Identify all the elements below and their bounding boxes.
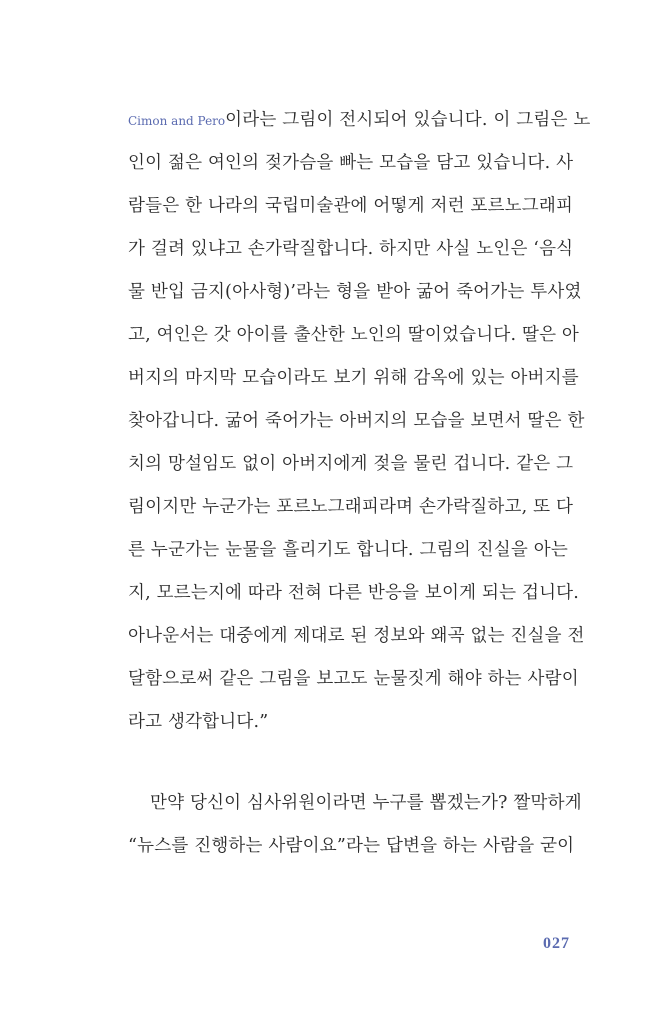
- text-line: 인이 젊은 여인의 젖가슴을 빠는 모습을 담고 있습니다. 사: [128, 153, 574, 173]
- text-line: 아나운서는 대중에게 제대로 된 정보와 왜곡 없는 진실을 전: [128, 626, 585, 646]
- text-line: 가 걸려 있냐고 손가락질합니다. 하지만 사실 노인은 ‘음식: [128, 239, 574, 259]
- text-line: 물 반입 금지(아사형)’라는 형을 받아 굶어 죽어가는 투사였: [128, 282, 582, 302]
- text-line: “뉴스를 진행하는 사람이요”라는 답변을 하는 사람을 굳이: [128, 836, 575, 856]
- text-line: Cimon and Pero이라는 그림이 전시되어 있습니다. 이 그림은 노: [128, 110, 591, 130]
- painting-title: Cimon and Pero: [128, 114, 226, 128]
- text-line: 고, 여인은 갓 아이를 출산한 노인의 딸이었습니다. 딸은 아: [128, 325, 580, 345]
- text-line: 람들은 한 나라의 국립미술관에 어떻게 저런 포르노그래피: [128, 196, 574, 216]
- text-line: 찾아갑니다. 굶어 죽어가는 아버지의 모습을 보면서 딸은 한: [128, 411, 585, 431]
- page-number: 027: [543, 935, 570, 952]
- text-line: 른 누군가는 눈물을 흘리기도 합니다. 그림의 진실을 아는: [128, 540, 568, 560]
- text-line: 치의 망설임도 없이 아버지에게 젖을 물린 겁니다. 같은 그: [128, 454, 574, 474]
- text-line: 지, 모르는지에 따라 전혀 다른 반응을 보이게 되는 겁니다.: [128, 583, 580, 603]
- text-line: 달함으로써 같은 그림을 보고도 눈물짓게 해야 하는 사람이: [128, 669, 579, 689]
- text-line: 림이지만 누군가는 포르노그래피라며 손가락질하고, 또 다: [128, 497, 574, 517]
- text-line: 라고 생각합니다.”: [128, 712, 269, 732]
- text-line: 만약 당신이 심사위원이라면 누구를 뽑겠는가? 짤막하게: [150, 793, 582, 813]
- text-line: 버지의 마지막 모습이라도 보기 위해 감옥에 있는 아버지를: [128, 368, 579, 388]
